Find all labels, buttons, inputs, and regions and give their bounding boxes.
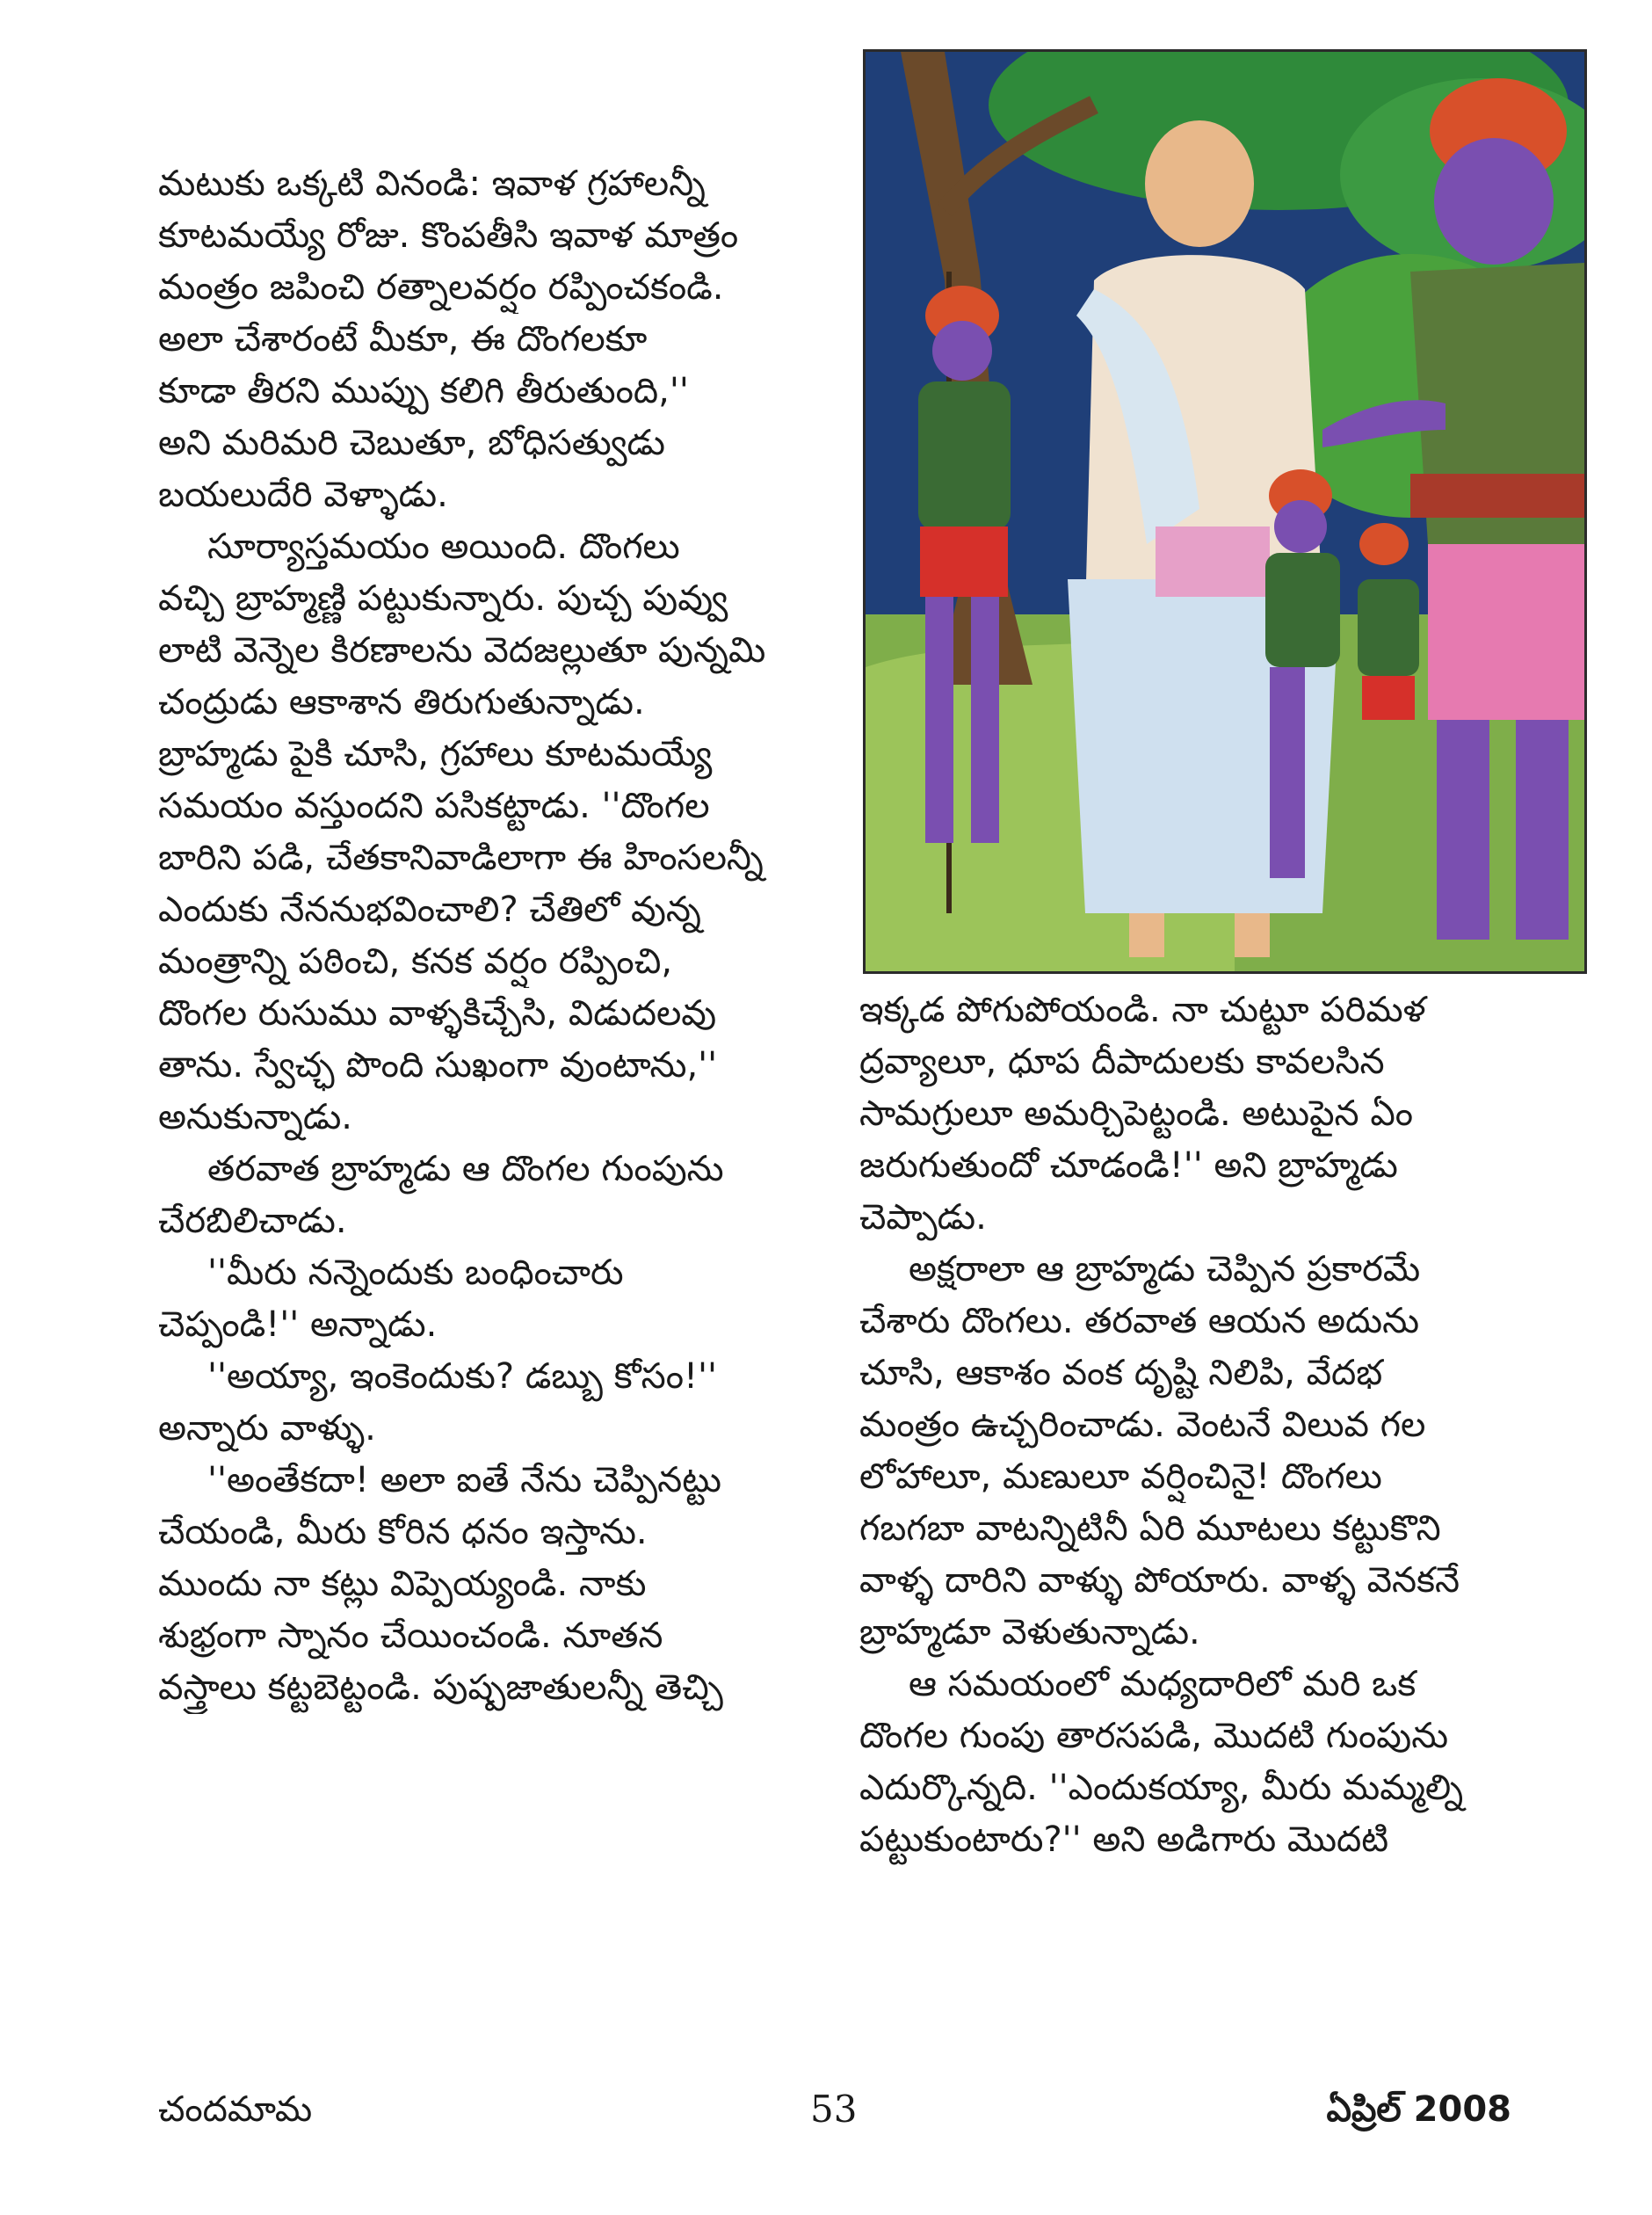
text-line: గబగబా వాటన్నిటినీ ఏరి మూటలు కట్టుకొని <box>859 1508 1441 1549</box>
text-line: తరవాత బ్రాహ్మడు ఆ దొంగల గుంపును <box>207 1149 724 1189</box>
text-line: వస్త్రాలు కట్టబెట్టండి. పుష్పజాతులన్నీ తెచ్చి <box>158 1667 723 1708</box>
text-line: బారిని పడి, చేతకానివాడిలాగా ఈ హింసలన్నీ <box>158 838 764 878</box>
leader-belt <box>1410 474 1584 518</box>
text-line: సమయం వస్తుందని పసికట్టాడు. ''దొంగల <box>158 786 710 826</box>
text-line: చేశారు దొంగలు. తరవాత ఆయన అదును <box>859 1301 1420 1341</box>
text-line: బ్రాహ్మడూ వెళుతున్నాడు. <box>859 1612 1200 1652</box>
brahmin-head <box>1145 120 1254 247</box>
magazine-name: చందమామ <box>158 2089 313 2130</box>
text-line: మంత్రం జపించి రత్నాలవర్షం రప్పించకండి. <box>158 267 724 308</box>
text-line: కూటమయ్యే రోజు. కొంపతీసి ఇవాళ మాత్రం <box>158 215 739 256</box>
guard-leg-left <box>925 597 953 843</box>
text-line: ఆ సమయంలో మధ్యదారిలో మరి ఒక <box>909 1664 1417 1704</box>
brahmin-sash <box>1156 527 1270 597</box>
text-line: లాటి వెన్నెల కిరణాలను వెదజల్లుతూ పున్నమి <box>158 630 766 671</box>
text-line: శుభ్రంగా స్నానం చేయించండి. నూతన <box>158 1616 663 1656</box>
illustration-scene <box>866 52 1584 971</box>
leader-leg-right <box>1516 720 1569 940</box>
text-line: ద్రవ్యాలూ, ధూప దీపాదులకు కావలసిన <box>859 1042 1385 1082</box>
text-line: దొంగల రుసుము వాళ్ళకిచ్చేసి, విడుదలవు <box>158 993 717 1034</box>
text-line: వాళ్ళ దారిని వాళ్ళు పోయారు. వాళ్ళ వెనకనే <box>859 1560 1460 1601</box>
text-line: దొంగల గుంపు తారసపడి, మొదటి గుంపును <box>859 1716 1449 1756</box>
right-text-column <box>859 984 1518 1866</box>
text-line: పట్టుకుంటారు?'' అని అడిగారు మొదటి <box>859 1819 1389 1860</box>
guard-vest <box>918 381 1011 531</box>
text-line: లోహాలూ, మణులూ వర్షించినై! దొంగలు <box>859 1456 1382 1497</box>
guard-2-head <box>1274 500 1327 553</box>
text-line: వచ్చి బ్రాహ్మణ్ణి పట్టుకున్నారు. పుచ్చ పువ్వు <box>158 578 728 619</box>
guard-head <box>932 321 992 381</box>
brahmin-foot-right <box>1235 913 1270 957</box>
issue-date: ఏప్రిల్ 2008 <box>1326 2089 1511 2130</box>
text-line: తాను. స్వేచ్ఛ పొంది సుఖంగా వుంటాను,'' <box>158 1045 718 1086</box>
text-line: సామగ్రులూ అమర్చిపెట్టండి. అటుపైన ఏం <box>859 1093 1414 1134</box>
text-line: చంద్రుడు ఆకాశాన తిరుగుతున్నాడు. <box>158 682 645 723</box>
text-line: జరుగుతుందో చూడండి!'' అని బ్రాహ్మడు <box>859 1145 1398 1186</box>
text-line: మటుకు ఒక్కటి వినండి: ఇవాళ గ్రహాలన్నీ <box>158 163 706 204</box>
left-text-column <box>158 158 826 1714</box>
leader-leg-left <box>1437 720 1489 940</box>
guard-2-leg <box>1270 667 1305 878</box>
brahmin-foot-left <box>1129 913 1164 957</box>
text-line: చూసి, ఆకాశం వంక దృష్టి నిలిపి, వేదభ <box>859 1353 1383 1393</box>
text-line: ఎదుర్కొన్నది. ''ఎందుకయ్యా, మీరు మమ్మల్ని <box>859 1768 1464 1808</box>
text-line: ''అయ్యా, ఇంకెందుకు? డబ్బు కోసం!'' <box>207 1356 718 1397</box>
text-line: బయలుదేరి వెళ్ళాడు. <box>158 475 448 515</box>
text-line: అన్నారు వాళ్ళు. <box>158 1408 376 1449</box>
text-line: మంత్రం ఉచ్చరించాడు. వెంటనే విలువ గల <box>859 1405 1426 1445</box>
guard-leg-right <box>971 597 999 843</box>
text-line: ''అంతేకదా! అలా ఐతే నేను చెప్పినట్టు <box>207 1460 721 1500</box>
guard-shorts <box>920 527 1008 597</box>
text-line: చేయండి, మీరు కోరిన ధనం ఇస్తాను. <box>158 1512 648 1552</box>
leader-head <box>1434 138 1554 265</box>
guard-3-turban <box>1359 523 1409 565</box>
text-line: బ్రాహ్మడు పైకి చూసి, గ్రహాలు కూటమయ్యే <box>158 734 713 774</box>
text-line: అనుకున్నాడు. <box>158 1097 352 1137</box>
guard-3-shorts <box>1362 676 1415 720</box>
text-line: మంత్రాన్ని పఠించి, కనక వర్షం రప్పించి, <box>158 941 673 982</box>
text-line: చెప్పండి!'' అన్నాడు. <box>158 1304 438 1345</box>
text-line: ముందు నా కట్లు విప్పెయ్యండి. నాకు <box>158 1564 647 1604</box>
text-line: సూర్యాస్తమయం అయింది. దొంగలు <box>207 527 680 567</box>
text-line: కూడా తీరని ముప్పు కలిగి తీరుతుంది,'' <box>158 371 689 411</box>
page-number: 53 <box>810 2088 858 2131</box>
text-line: చెప్పాడు. <box>859 1197 987 1238</box>
text-line: అక్షరాలా ఆ బ్రాహ్మడు చెప్పిన ప్రకారమే <box>909 1249 1421 1289</box>
leader-trousers <box>1428 544 1584 720</box>
text-line: అని మరిమరి చెబుతూ, బోధిసత్వుడు <box>158 423 665 463</box>
text-line: ఇక్కడ పోగుపోయండి. నా చుట్టూ పరిమళ <box>859 990 1426 1030</box>
text-line: ''మీరు నన్నెందుకు బంధించారు <box>207 1253 624 1293</box>
text-line: అలా చేశారంటే మీకూ, ఈ దొంగలకూ <box>158 319 648 359</box>
story-illustration <box>863 49 1587 974</box>
guard-3-vest <box>1358 579 1419 676</box>
text-line: ఎందుకు నేననుభవించాలి? చేతిలో వున్న <box>158 890 701 930</box>
text-line: చేరబిలిచాడు. <box>158 1201 347 1241</box>
guard-2-vest <box>1265 553 1340 667</box>
